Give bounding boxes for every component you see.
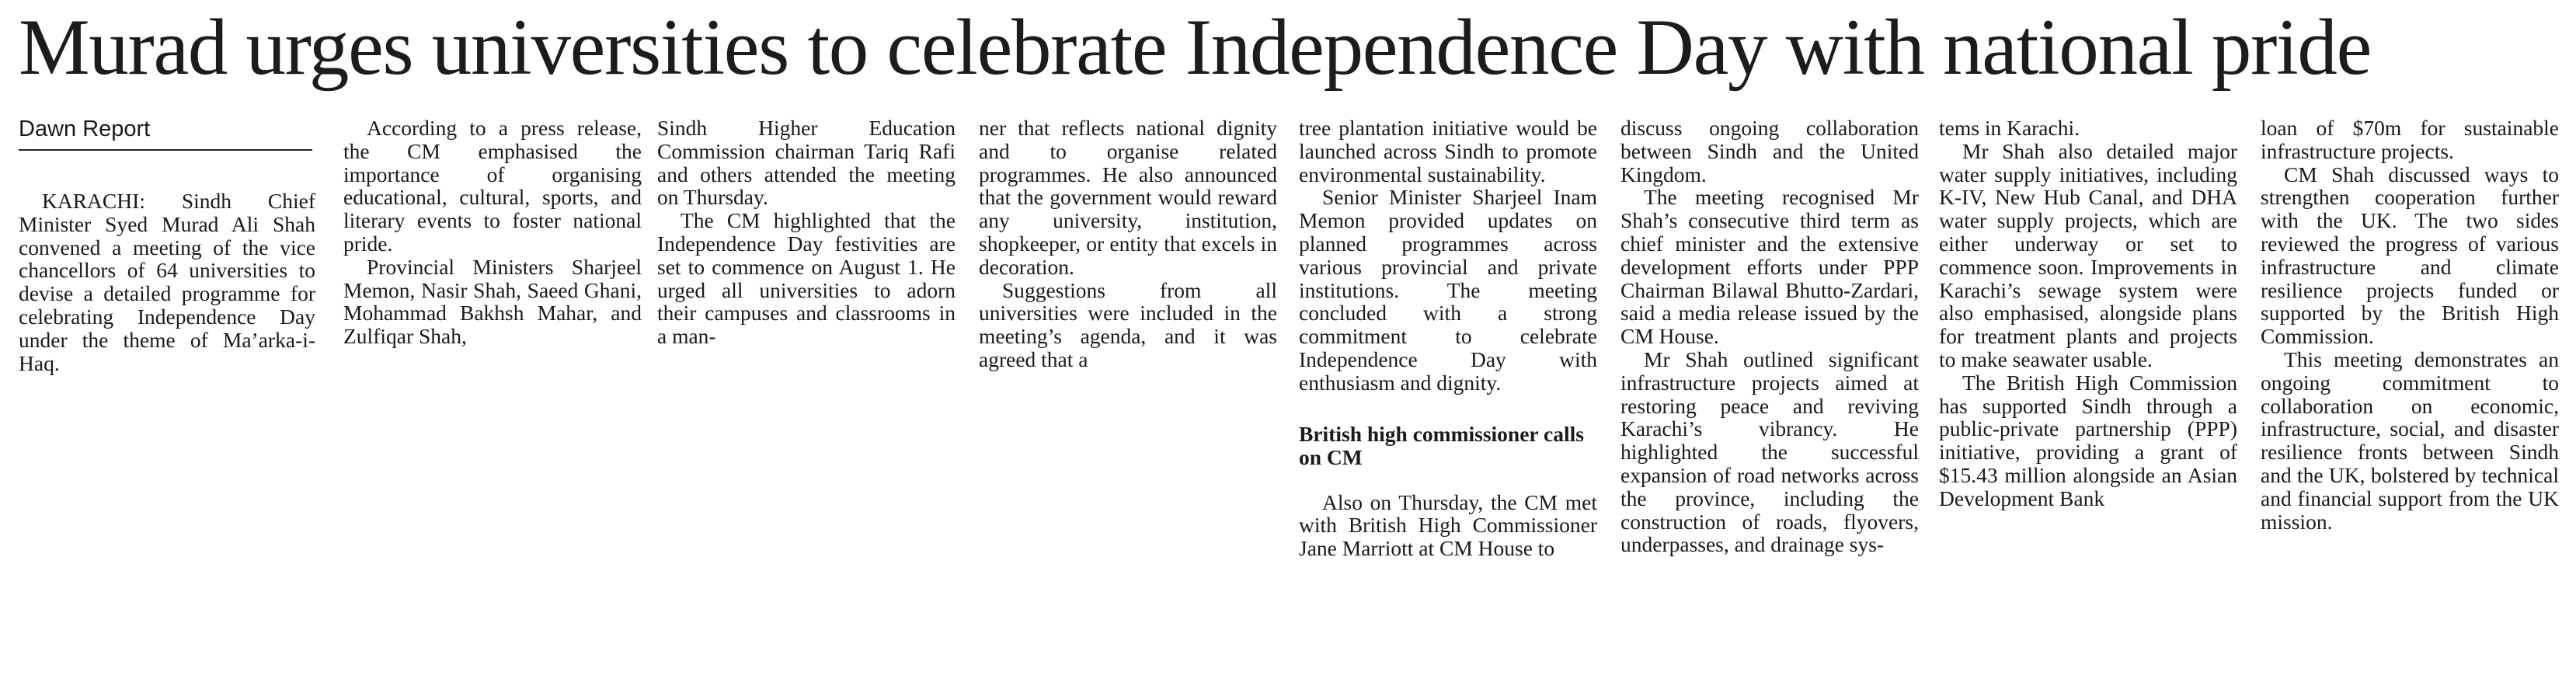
byline: Dawn Report — [19, 115, 312, 151]
article-column-5 — [1299, 117, 1597, 679]
paragraph: tems in Karachi. — [1939, 117, 2080, 140]
paragraph: Mr Shah also detailed major water supply initiatives, including K-IV, New Hub Canal, and DHA water supply projects, which are either underway or set to commence soon. Improvements in Karachi’s sewage system were also emphasised, alongside plans for treatment plants and projects to make seawater usable. — [1939, 138, 2237, 371]
paragraph: Mr Shah outlined significant infrastructure projects aimed at restoring peace and reviving Karachi’s vibrancy. He highlighted the successful expansion of road networks across the province, including the construction of roads, flyovers, underpasses, and drainage sys- — [1620, 346, 1919, 557]
paragraph: KARACHI: Sindh Chief Minister Syed Murad Ali Shah convened a meeting of the vice chancellors of 64 universities to devise a detailed programme for celebrating Independence Day under the theme of Ma’arka-i-Haq. — [19, 190, 315, 375]
paragraph: The CM highlighted that the Independence Day festivities are set to commence on August 1. He urged all universities to adorn their campuses and classrooms in a man- — [657, 208, 956, 349]
paragraph: tree plantation initiative would be launched across Sindh to promote environmental sustainability. — [1299, 117, 1597, 186]
paragraph: This meeting demonstrates an ongoing commitment to collaboration on economic, infrastructure, social, and disaster resilience fronts between Sindh and the UK, bolstered by technical and financial support from the UK mission. — [2261, 346, 2559, 534]
article-column-2 — [343, 117, 642, 679]
paragraph: According to a press release, the CM emphasised the importance of organising educational, cultural, sports, and literary events to foster national pride. — [343, 117, 642, 256]
paragraph: discuss ongoing collaboration between Sindh and the United Kingdom. — [1620, 117, 1919, 186]
article-column-3 — [657, 117, 956, 679]
article-column-7 — [1939, 117, 2237, 679]
article-column-4 — [979, 117, 1277, 679]
paragraph: loan of $70m for sustainable infrastructure projects. — [2261, 117, 2559, 163]
paragraph: The British High Commission has supported Sindh through a public-private partnership (PPP) initiative, providing a grant of $15.43 million alongside an Asian Development Bank — [1939, 370, 2237, 510]
article-column-8 — [2261, 117, 2559, 679]
paragraph: CM Shah discussed ways to strengthen cooperation further with the UK. The two sides reviewed the progress of various infrastructure and climate resilience projects funded or supported by the British High Commission. — [2261, 162, 2559, 349]
subheading: British high commissioner calls on CM — [1299, 421, 1584, 469]
article-column-1 — [19, 190, 315, 679]
paragraph: ner that reflects national dignity and to organise related programmes. He also announced that the government would reward any university, institution, shopkeeper, or entity that excels in decoration. — [979, 117, 1277, 279]
paragraph: Also on Thursday, the CM met with British High Commissioner Jane Marriott at CM House to — [1299, 489, 1597, 561]
paragraph: The meeting recognised Mr Shah’s consecutive third term as chief minister and the extensive development efforts under PPP Chairman Bilawal Bhutto-Zardari, said a media release issued by the CM House. — [1620, 185, 1919, 349]
paragraph: Sindh Higher Education Commission chairman Tariq Rafi and others attended the meeting on Thursday. — [657, 117, 956, 210]
paragraph: Suggestions from all universities were included in the meeting’s agenda, and it was agreed that a — [979, 277, 1277, 371]
paragraph: Provincial Ministers Sharjeel Memon, Nasir Shah, Saeed Ghani, Mohammad Bakhsh Mahar, and Zulfiqar Shah, — [343, 254, 642, 349]
headline: Murad urges universities to celebrate Independence Day with national pride — [19, 3, 2371, 92]
article-column-6 — [1620, 117, 1919, 679]
paragraph: Senior Minister Sharjeel Inam Memon provided updates on planned programmes across various provincial and private institutions. The meeting concluded with a strong commitment to celebrate Independence Day with enthusiasm and dignity. — [1299, 185, 1597, 395]
